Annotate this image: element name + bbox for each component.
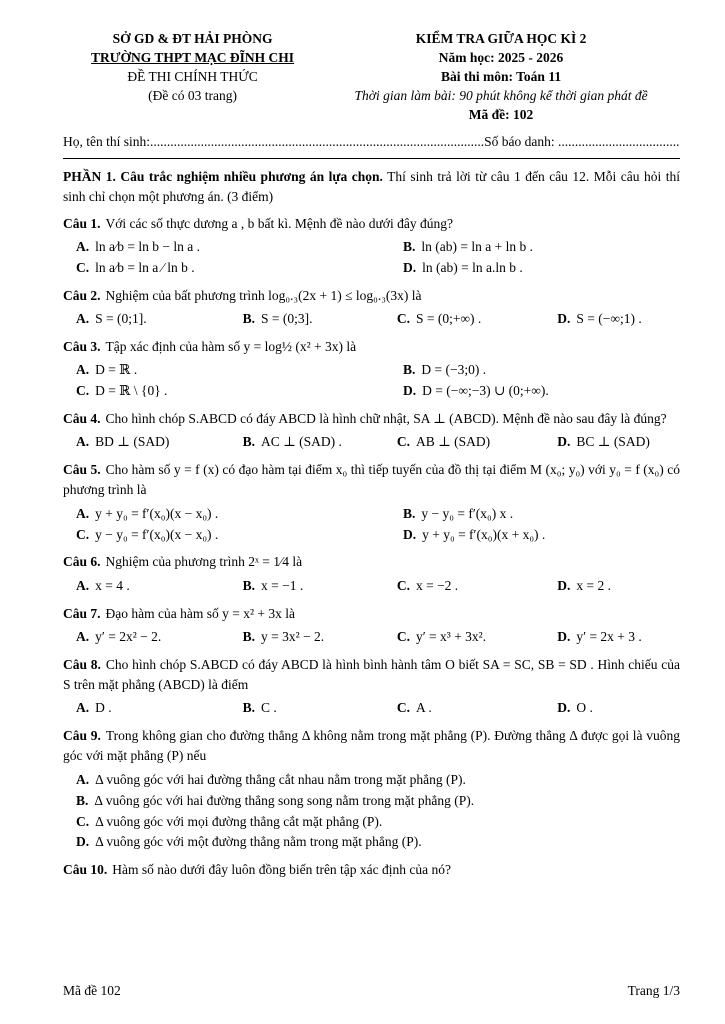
answer-option xyxy=(544,309,680,330)
option-text: x = −1 . xyxy=(260,577,304,593)
answer-option xyxy=(390,381,680,402)
question-text: Với các số thực dương a , b bất kì. Mệnh đề nào dưới đây đúng? xyxy=(105,215,453,231)
answer-option xyxy=(544,627,680,648)
option-text: D = ℝ \ {0} . xyxy=(95,383,168,399)
footer-exam-code: Mã đề 102 xyxy=(63,983,121,999)
option-key: C. xyxy=(396,700,410,716)
question-text: Đạo hàm của hàm số y = x² + 3x là xyxy=(105,605,295,621)
answer-option xyxy=(63,627,230,648)
question-head xyxy=(63,552,680,572)
question-label: Câu 9. xyxy=(63,728,101,744)
question-text: Trong không gian cho đường thẳng Δ không nằm trong mặt phẳng (P). Đường thẳng Δ được gọi là vuông góc với mặt phẳng (P) nếu xyxy=(63,728,680,764)
question xyxy=(63,214,680,279)
question-head xyxy=(63,860,680,880)
option-text: ln a⁄b = ln a ⁄ ln b . xyxy=(95,259,195,275)
question xyxy=(63,286,680,330)
option-text: ln a⁄b = ln b − ln a . xyxy=(95,238,200,254)
answer-option xyxy=(63,791,680,812)
question-head xyxy=(63,604,680,624)
option-text: y′ = x³ + 3x². xyxy=(415,628,487,644)
pages-note: (Đề có 03 trang) xyxy=(148,87,237,103)
option-text: BD ⊥ (SAD) xyxy=(95,434,170,450)
question xyxy=(63,337,680,402)
option-key: B. xyxy=(403,505,416,521)
option-key: B. xyxy=(403,238,416,254)
option-key: D. xyxy=(76,834,90,850)
answer-options xyxy=(63,237,680,279)
question xyxy=(63,552,680,596)
question-label: Câu 4. xyxy=(63,410,101,426)
part1-subtitle: Thí sinh trả lời từ câu 1 đến câu 12. Mỗi câu hỏi thí sinh chỉ chọn một phương án. (3 điểm) xyxy=(63,169,680,205)
option-key: A. xyxy=(76,628,90,644)
option-text: BC ⊥ (SAD) xyxy=(576,434,650,450)
question-label: Câu 8. xyxy=(63,656,101,672)
answer-option xyxy=(384,698,544,719)
question-head xyxy=(63,409,680,429)
question-text: Cho hình chóp S.ABCD có đáy ABCD là hình chữ nhật, SA ⊥ (ABCD). Mệnh đề nào sau đây là đúng? xyxy=(105,410,667,426)
option-key: B. xyxy=(242,628,255,644)
option-text: x = −2 . xyxy=(415,577,459,593)
answer-option xyxy=(63,832,680,853)
answer-option xyxy=(230,432,384,453)
option-key: B. xyxy=(242,577,255,593)
answer-option xyxy=(230,576,384,597)
option-key: B. xyxy=(242,434,255,450)
option-key: B. xyxy=(242,310,255,326)
answer-options xyxy=(63,576,680,597)
header-divider xyxy=(63,158,680,159)
option-text: D = (−3;0) . xyxy=(421,362,487,378)
option-text: x = 2 . xyxy=(576,577,611,593)
option-text: y′ = 2x + 3 . xyxy=(576,628,642,644)
option-key: D. xyxy=(557,628,571,644)
answer-option xyxy=(63,812,680,833)
option-text: D = ℝ . xyxy=(95,362,138,378)
option-text: AC ⊥ (SAD) . xyxy=(260,434,342,450)
option-key: C. xyxy=(396,577,410,593)
question-text: Tập xác định của hàm số y = log½ (x² + 3x) là xyxy=(105,338,357,354)
option-text: y + y₀ = f′(x₀)(x + x₀) . xyxy=(422,526,546,542)
page-footer xyxy=(63,982,680,1000)
option-key: A. xyxy=(76,505,90,521)
answer-option xyxy=(384,576,544,597)
option-key: A. xyxy=(76,700,90,716)
answer-options xyxy=(63,432,680,453)
answer-option xyxy=(230,627,384,648)
question-text: Nghiệm của bất phương trình log₀.₃(2x + 1) ≤ log₀.₃(3x) là xyxy=(105,287,422,303)
school-name: TRƯỜNG THPT MẠC ĐĨNH CHI xyxy=(91,49,295,65)
option-key: C. xyxy=(396,310,410,326)
answer-option xyxy=(63,360,390,381)
question-head xyxy=(63,337,680,357)
question-label: Câu 3. xyxy=(63,338,101,354)
option-key: A. xyxy=(76,577,90,593)
exam-header xyxy=(63,30,680,124)
question-head xyxy=(63,286,680,306)
option-text: Δ vuông góc với mọi đường thẳng cắt mặt phẳng (P). xyxy=(95,813,383,829)
student-info-line: Họ, tên thí sinh:...................................................................................................Số báo danh: .................................... xyxy=(63,134,680,150)
option-text: ln (ab) = ln a + ln b . xyxy=(421,238,533,254)
header-right xyxy=(322,30,680,124)
answer-option xyxy=(390,504,680,525)
answer-options xyxy=(63,770,680,854)
question-text: Cho hình chóp S.ABCD có đáy ABCD là hình bình hành tâm O biết SA = SC, SB = SD . Hình chiếu của S trên mặt phẳng (ABCD) là điểm xyxy=(63,656,680,693)
option-key: B. xyxy=(76,792,89,808)
official-exam-label: ĐỀ THI CHÍNH THỨC xyxy=(127,68,258,84)
questions xyxy=(63,207,680,881)
answer-option xyxy=(390,258,680,279)
option-text: S = (−∞;1) . xyxy=(576,310,642,326)
option-text: A . xyxy=(415,700,432,716)
answer-options xyxy=(63,504,680,546)
part1-title: PHẦN 1. Câu trắc nghiệm nhiều phương án lựa chọn. xyxy=(63,169,383,185)
answer-option xyxy=(63,309,230,330)
exam-code: Mã đề: 102 xyxy=(468,106,534,122)
answer-option xyxy=(63,258,390,279)
answer-options xyxy=(63,309,680,330)
option-key: C. xyxy=(396,434,410,450)
option-text: x = 4 . xyxy=(95,577,130,593)
answer-option xyxy=(544,698,680,719)
option-key: D. xyxy=(557,434,571,450)
question xyxy=(63,409,680,453)
answer-option xyxy=(544,432,680,453)
option-text: O . xyxy=(576,700,593,716)
option-text: y − y₀ = f′(x₀)(x − x₀) . xyxy=(95,526,219,542)
question-text: Hàm số nào dưới đây luôn đồng biến trên tập xác định của nó? xyxy=(112,862,452,878)
option-text: D . xyxy=(95,700,112,716)
option-text: S = (0;1]. xyxy=(95,310,147,326)
answer-option xyxy=(63,576,230,597)
answer-option xyxy=(384,309,544,330)
answer-options xyxy=(63,627,680,648)
option-text: Δ vuông góc với hai đường thẳng song song nằm trong mặt phẳng (P). xyxy=(94,792,475,808)
option-text: S = (0;3]. xyxy=(260,310,313,326)
answer-options xyxy=(63,360,680,402)
answer-option xyxy=(63,525,390,546)
footer-page-number: Trang 1/3 xyxy=(627,983,680,999)
answer-option xyxy=(63,381,390,402)
option-text: y = 3x² − 2. xyxy=(260,628,325,644)
school-year: Năm học: 2025 - 2026 xyxy=(438,49,564,65)
answer-options xyxy=(63,698,680,719)
option-key: A. xyxy=(76,310,90,326)
option-text: Δ vuông góc với hai đường thẳng cắt nhau nằm trong mặt phẳng (P). xyxy=(95,771,466,787)
option-text: S = (0;+∞) . xyxy=(415,310,482,326)
question-head xyxy=(63,214,680,234)
option-key: B. xyxy=(403,362,416,378)
answer-option xyxy=(63,698,230,719)
answer-option xyxy=(384,627,544,648)
department-name: SỞ GD & ĐT HẢI PHÒNG xyxy=(112,31,273,46)
answer-option xyxy=(390,237,680,258)
question-head xyxy=(63,726,680,767)
header-left xyxy=(63,30,322,124)
question xyxy=(63,655,680,719)
question xyxy=(63,460,680,545)
question-label: Câu 10. xyxy=(63,862,108,878)
question-label: Câu 1. xyxy=(63,215,101,231)
option-text: Δ vuông góc với một đường thẳng nằm trong mặt phẳng (P). xyxy=(95,834,422,850)
option-key: A. xyxy=(76,238,90,254)
exam-subject: Bài thi môn: Toán 11 xyxy=(441,68,562,84)
answer-option xyxy=(63,237,390,258)
question-head xyxy=(63,460,680,501)
answer-option xyxy=(544,576,680,597)
exam-duration: Thời gian làm bài: 90 phút không kể thời gian phát đề xyxy=(354,87,648,103)
answer-option xyxy=(390,360,680,381)
option-key: D. xyxy=(403,526,417,542)
question xyxy=(63,726,680,853)
option-key: C. xyxy=(76,526,90,542)
answer-option xyxy=(230,309,384,330)
option-key: D. xyxy=(557,577,571,593)
option-text: AB ⊥ (SAD) xyxy=(415,434,491,450)
question-label: Câu 2. xyxy=(63,287,101,303)
option-key: A. xyxy=(76,771,90,787)
option-key: A. xyxy=(76,434,90,450)
option-text: y − y₀ = f′(x₀) x . xyxy=(421,505,514,521)
option-key: D. xyxy=(403,259,417,275)
question-head xyxy=(63,655,680,696)
answer-option xyxy=(63,432,230,453)
answer-option xyxy=(390,525,680,546)
question xyxy=(63,604,680,648)
option-key: D. xyxy=(403,383,417,399)
option-key: C. xyxy=(76,813,90,829)
option-key: B. xyxy=(242,700,255,716)
question-label: Câu 7. xyxy=(63,605,101,621)
option-key: C. xyxy=(76,383,90,399)
question xyxy=(63,860,680,880)
question-text: Cho hàm số y = f (x) có đạo hàm tại điểm x₀ thì tiếp tuyến của đồ thị tại điểm M (x₀; y₀) với y₀ = f (x₀) có phương trình là xyxy=(63,462,680,498)
answer-option xyxy=(63,504,390,525)
option-text: D = (−∞;−3) ∪ (0;+∞). xyxy=(422,383,549,399)
option-text: C . xyxy=(260,700,277,716)
option-key: D. xyxy=(557,700,571,716)
question-label: Câu 5. xyxy=(63,462,101,478)
part1-intro xyxy=(63,167,680,206)
exam-title: KIỂM TRA GIỮA HỌC KÌ 2 xyxy=(415,31,587,46)
option-text: y′ = 2x² − 2. xyxy=(95,628,162,644)
option-key: A. xyxy=(76,362,90,378)
answer-option xyxy=(384,432,544,453)
option-key: C. xyxy=(396,628,410,644)
question-text: Nghiệm của phương trình 2ˣ = 1⁄4 là xyxy=(105,554,303,570)
option-text: ln (ab) = ln a.ln b . xyxy=(422,259,523,275)
question-label: Câu 6. xyxy=(63,554,101,570)
option-key: C. xyxy=(76,259,90,275)
answer-option xyxy=(63,770,680,791)
answer-option xyxy=(230,698,384,719)
option-text: y + y₀ = f′(x₀)(x − x₀) . xyxy=(95,505,219,521)
option-key: D. xyxy=(557,310,571,326)
